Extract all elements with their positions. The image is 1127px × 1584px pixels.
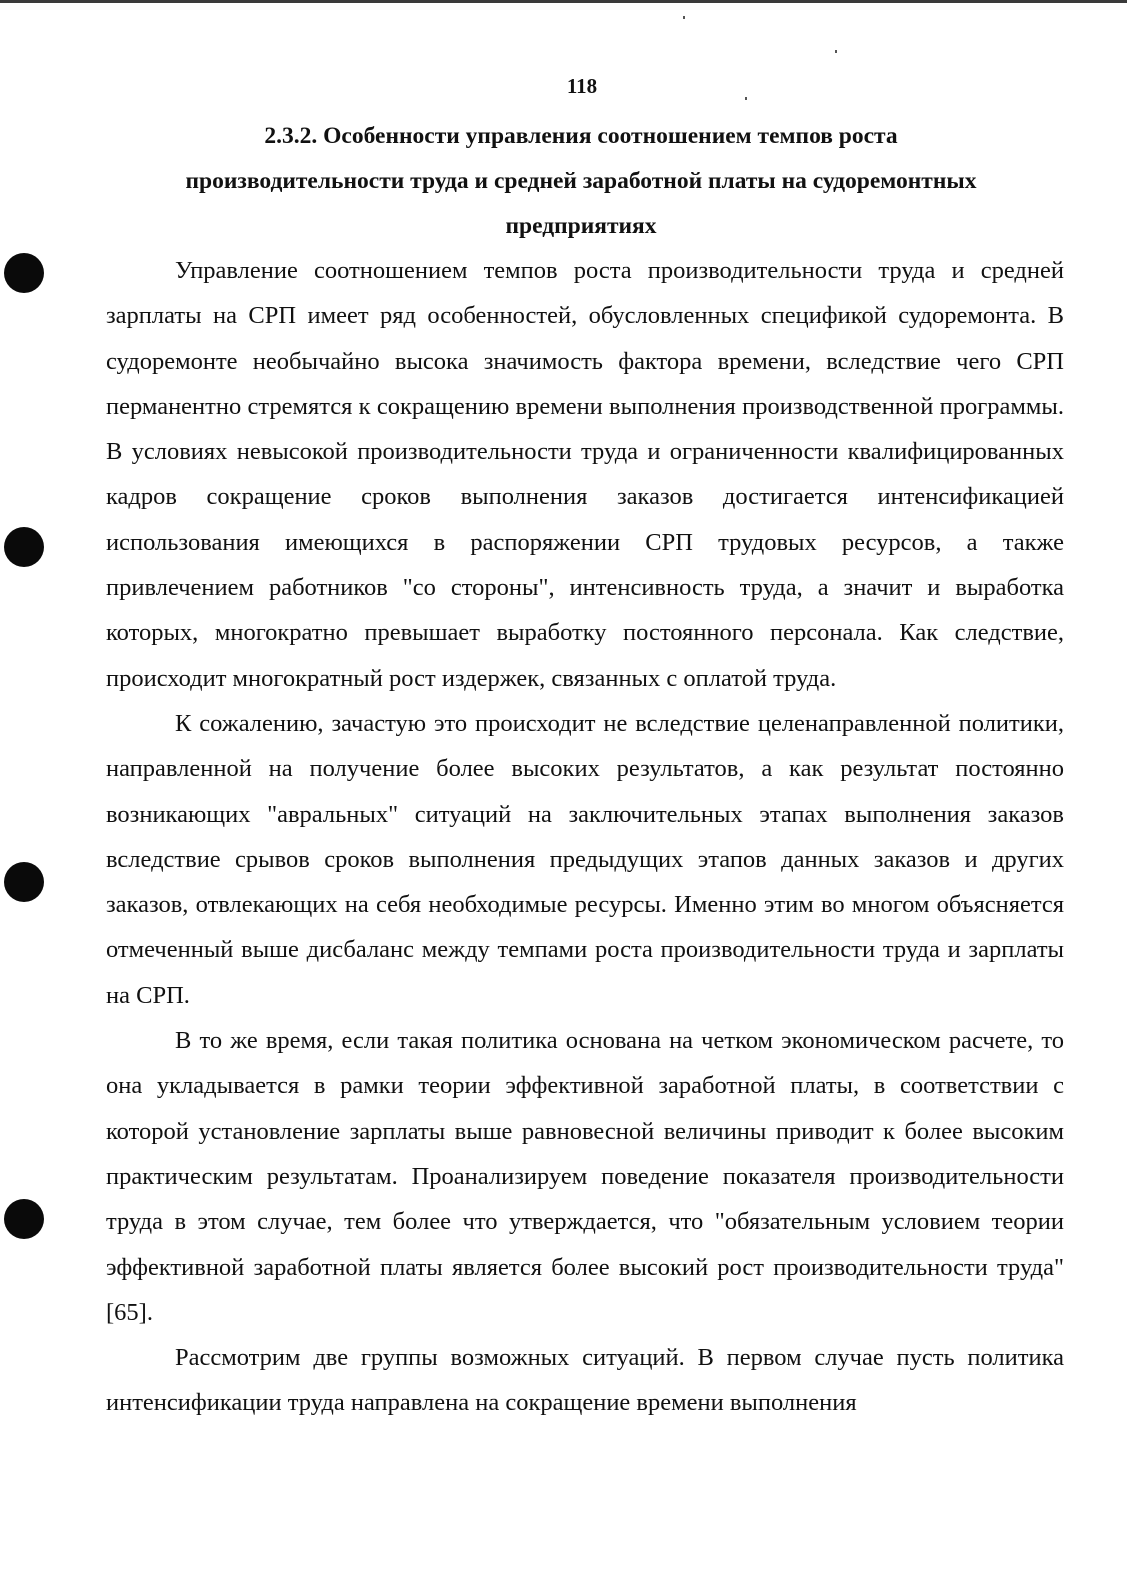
paragraph-3: В то же время, если такая политика основана на четком экономическом расчете, то она укладывается в рамки теории эффективной заработной платы, в соответствии с которой установление зарплаты выше равновесной величины приводит к более высоким практическим результатам. Проанализируем поведение показателя производительности труда в этом случае, тем более что утверждается, что "обязательным условием теории эффективной заработной платы является более высокий рост производительности труда" [65].: [106, 1027, 1064, 1326]
page-number: 118: [566, 74, 598, 98]
scan-speck: [683, 16, 685, 19]
heading-line-1: 2.3.2. Особенности управления соотношением темпов роста: [264, 123, 898, 149]
body-text: [106, 248, 1064, 1426]
paragraph-1: Управление соотношением темпов роста производительности труда и средней зарплаты на СРП имеет ряд особенностей, обусловленных спецификой судоремонта. В судоремонте необычайно высока значимость фактора времени, вследствие чего СРП перманентно стремятся к сокращению времени выполнения производственной программы. В условиях невысокой производительности труда и ограниченности квалифицированных кадров сокращение сроков выполнения заказов достигается интенсификацией использования имеющихся в распоряжении СРП трудовых ресурсов, а также привлечением работников "со стороны", интенсивность труда, а значит и выработка которых, многократно превышает выработку постоянного персонала. Как следствие, происходит многократный рост издержек, связанных с оплатой труда.: [106, 257, 1064, 692]
heading-line-3: предприятиях: [505, 213, 657, 239]
paragraph-4: Рассмотрим две группы возможных ситуаций. В первом случае пусть политика интенсификации труда направлена на сокращение времени выполнения: [106, 1344, 1064, 1417]
punch-hole-1: [4, 253, 44, 293]
scan-edge-line: [0, 0, 1127, 3]
punch-hole-4: [4, 1199, 44, 1239]
paragraph-2: К сожалению, зачастую это происходит не вследствие целенаправленной политики, направленной на получение более высоких результатов, а как результат постоянно возникающих "авральных" ситуаций на заключительных этапах выполнения заказов вследствие срывов сроков выполнения предыдущих этапов данных заказов и других заказов, отвлекающих на себя необходимые ресурсы. Именно этим во многом объясняется отмеченный выше дисбаланс между темпами роста производительности труда и зарплаты на СРП.: [106, 709, 1064, 1009]
punch-hole-3: [4, 862, 44, 902]
heading-line-2: производительности труда и средней заработной платы на судоремонтных: [185, 168, 977, 194]
section-heading: [100, 114, 1062, 249]
punch-hole-2: [4, 527, 44, 567]
scan-speck: [835, 50, 837, 53]
